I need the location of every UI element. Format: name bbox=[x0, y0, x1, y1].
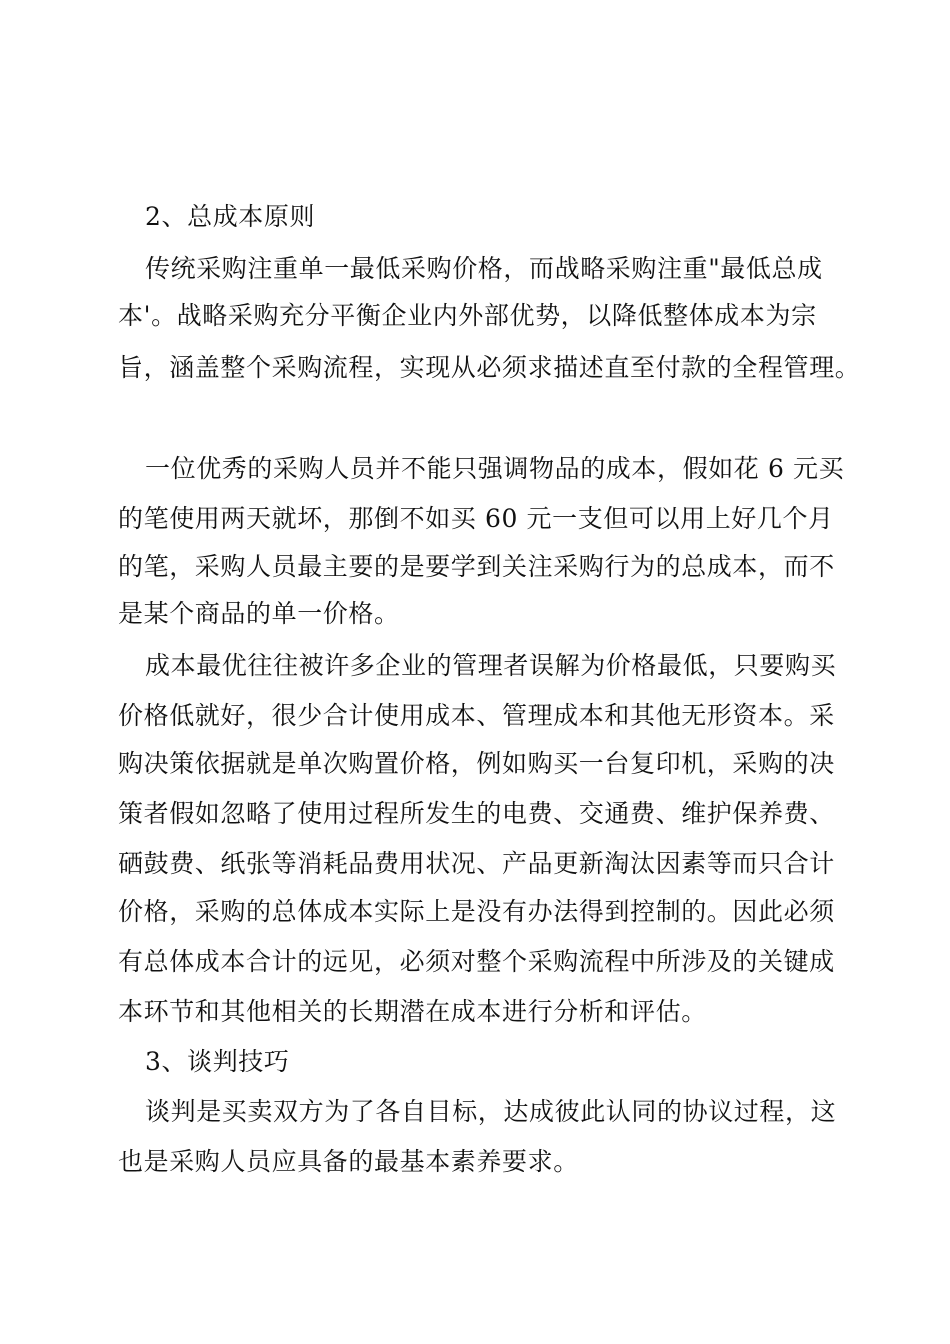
paragraph-line: 本'。战略采购充分平衡企业内外部优势，以降低整体成本为宗 bbox=[118, 301, 817, 330]
paragraph-line: 传统采购注重单一最低采购价格，而战略采购注重"最低总成 bbox=[145, 254, 823, 283]
paragraph-line: 本环节和其他相关的长期潜在成本进行分析和评估。 bbox=[118, 997, 707, 1026]
paragraph-line: 的笔使用两天就坏，那倒不如买 60 元一支但可以用上好几个月 bbox=[118, 504, 834, 533]
section-heading: 3、谈判技巧 bbox=[145, 1047, 290, 1076]
paragraph-line: 旨，涵盖整个采购流程，实现从必须求描述直至付款的全程管理。 bbox=[118, 353, 861, 382]
paragraph-line: 是某个商品的单一价格。 bbox=[118, 599, 400, 628]
paragraph-line: 硒鼓费、纸张等消耗品费用状况、产品更新淘汰因素等而只合计 bbox=[118, 849, 835, 878]
section-heading: 2、总成本原则 bbox=[145, 202, 316, 231]
paragraph-line: 的笔，采购人员最主要的是要学到关注采购行为的总成本，而不 bbox=[118, 552, 835, 581]
paragraph-line: 价格，采购的总体成本实际上是没有办法得到控制的。因此必须 bbox=[118, 897, 835, 926]
paragraph-line: 也是采购人员应具备的最基本素养要求。 bbox=[118, 1147, 579, 1176]
paragraph-line: 成本最优往往被许多企业的管理者误解为价格最低，只要购买 bbox=[145, 651, 837, 680]
paragraph-line: 一位优秀的采购人员并不能只强调物品的成本，假如花 6 元买 bbox=[145, 454, 845, 483]
paragraph-line: 策者假如忽略了使用过程所发生的电费、交通费、维护保养费、 bbox=[118, 799, 835, 828]
paragraph-line: 价格低就好，很少合计使用成本、管理成本和其他无形资本。采 bbox=[118, 701, 835, 730]
paragraph-line: 购决策依据就是单次购置价格，例如购买一台复印机，采购的决 bbox=[118, 749, 835, 778]
paragraph-line: 有总体成本合计的远见，必须对整个采购流程中所涉及的关键成 bbox=[118, 947, 835, 976]
paragraph-line: 谈判是买卖双方为了各自目标，达成彼此认同的协议过程，这 bbox=[145, 1097, 837, 1126]
